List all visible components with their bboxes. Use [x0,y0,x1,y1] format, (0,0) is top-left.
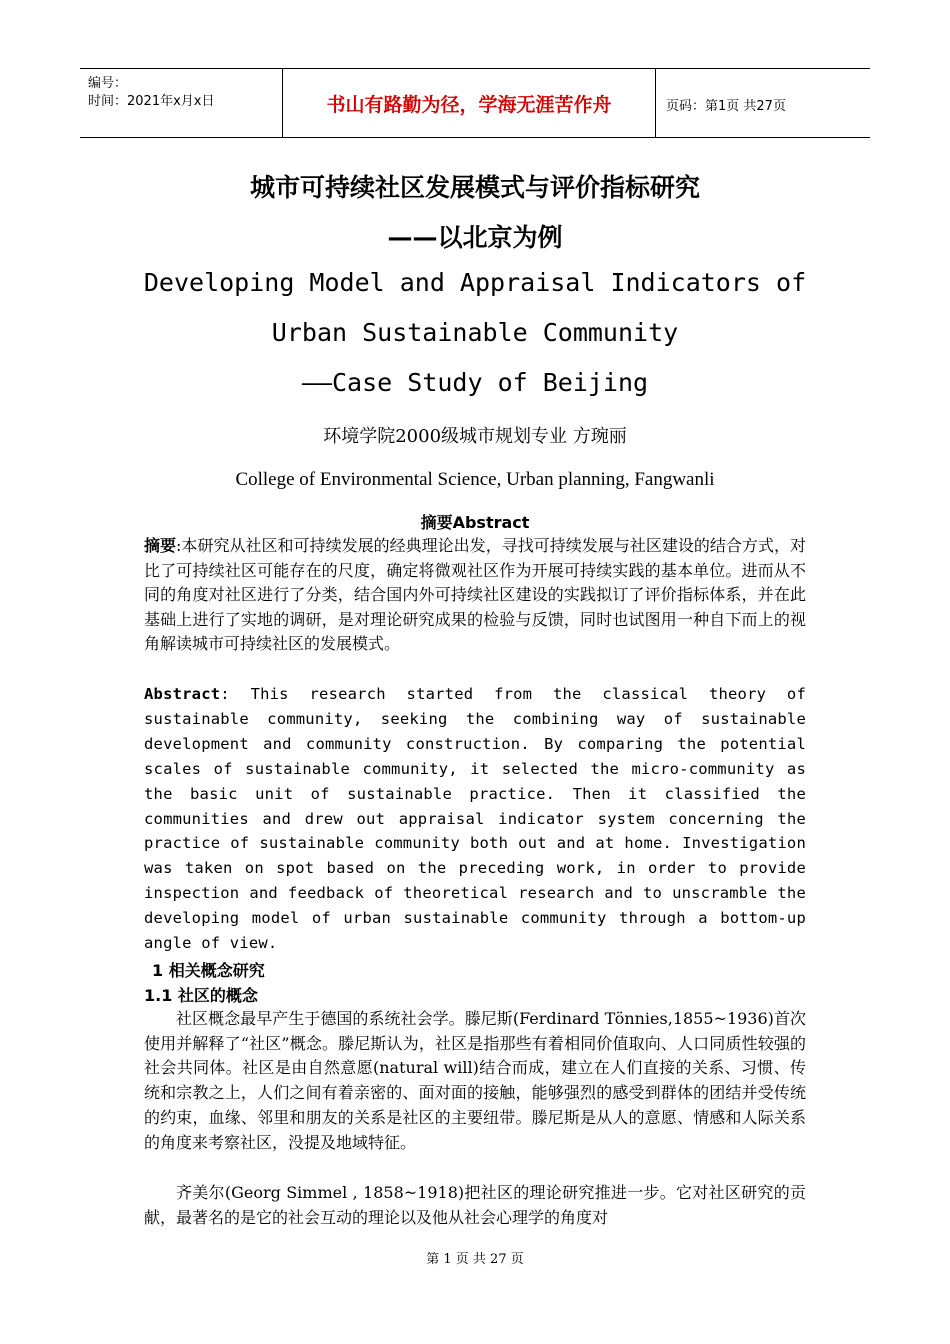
header-page-info: 页码：第1页 共27页 [666,99,786,114]
abstract-heading: 摘要Abstract [420,513,530,532]
title-cn-line2: ——以北京为例 [387,223,563,252]
abstract-en [144,682,806,956]
title-en-line3: ——Case Study of Beijing [301,368,649,397]
abstract-cn [144,534,806,657]
header-slogan: 书山有路勤为径，学海无涯苦作舟 [282,69,656,137]
header-meta [88,75,214,111]
abstract-en-label: Abstract [144,685,221,703]
author-cn: 环境学院2000级城市规划专业 方琬丽 [323,426,627,447]
abstract-cn-label: 摘要 [144,536,177,555]
abstract-en-text: : This research started from the classical theory of sustainable community, seeking the combining way of sustainable development and community construction. By comparing the potential scales of sustainable community, it selected the micro-community as the basic unit of sustainable practice. Then it classified the communities and drew out appraisal indicator system concerning the practice of sustainable community both out and at home. Investigation was taken on spot based on the preceding work, in order to provide inspection and feedback of theoretical research and to unscramble the developing model of urban sustainable community through a bottom-up angle of view. [144,685,806,953]
author-en: College of Environmental Science, Urban planning, Fangwanli [235,469,715,490]
title-en-line2: Urban Sustainable Community [271,318,679,347]
section-1-1-heading: 1.1 社区的概念 [144,986,258,1005]
page-header [80,68,870,138]
abstract-cn-text: :本研究从社区和可持续发展的经典理论出发，寻找可持续发展与社区建设的结合方式，对比了可持续社区可能存在的尺度，确定将微观社区作为开展可持续实践的基本单位。进而从不同的角度对社区进行了分类，结合国内外可持续社区建设的实践拟订了评价指标体系，并在此基础上进行了实地的调研，是对理论研究成果的检验与反馈，同时也试图用一种自下而上的视角解读城市可持续社区的发展模式。 [144,536,806,654]
title-en-line1: Developing Model and Appraisal Indicators of [143,268,807,297]
section-1-heading: 1 相关概念研究 [152,961,265,980]
title-cn-line1: 城市可持续社区发展模式与评价指标研究 [249,173,700,202]
page-footer: 第 1 页 共 27 页 [426,1252,524,1267]
body-paragraph-1: 社区概念最早产生于德国的系统社会学。滕尼斯(Ferdinard Tönnies,1855~1936)首次使用并解释了“社区”概念。滕尼斯认为，社区是指那些有着相同价值取向、人口同质性较强的社会共同体。社区是由自然意愿(natural will)结合而成，建立在人们直接的关系、习惯、传统和宗教之上，人们之间有着亲密的、面对面的接触，能够强烈的感受到群体的团结并受传统的约束，血缘、邻里和朋友的关系是社区的主要纽带。滕尼斯是从人的意愿、情感和人际关系的角度来考察社区，没提及地域特征。 [144,1009,806,1152]
header-time: 时间：2021年x月x日 [88,94,215,109]
header-number: 编号： [88,76,128,91]
body-paragraph-2: 齐美尔(Georg Simmel , 1858~1918)把社区的理论研究推进一步。它对社区研究的贡献，最著名的是它的社会互动的理论以及他从社会心理学的角度对 [144,1183,806,1227]
